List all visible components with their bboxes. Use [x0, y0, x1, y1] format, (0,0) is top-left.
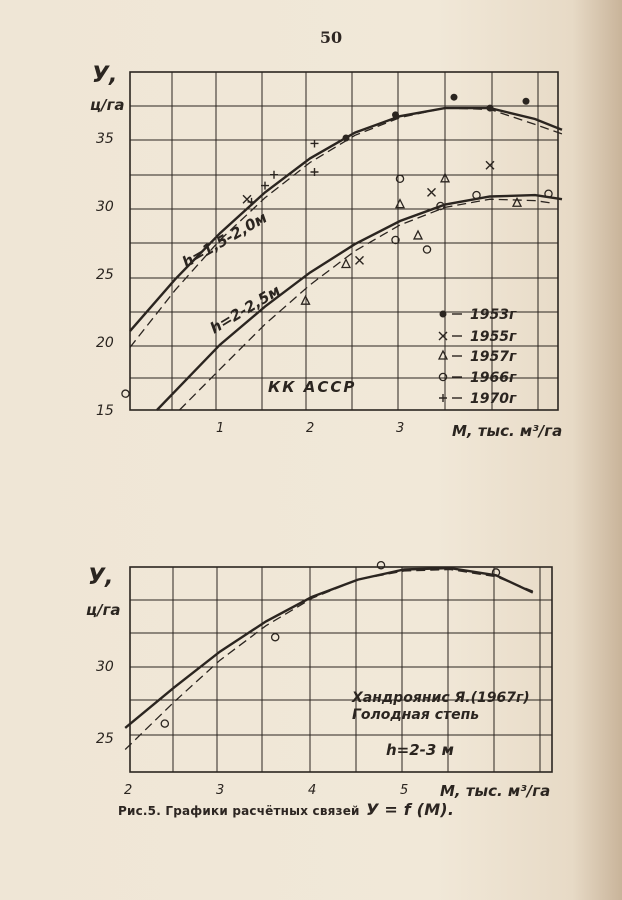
data-point-triangle [342, 259, 350, 267]
figure-caption [118, 800, 578, 819]
x-tick-label: 2 [306, 421, 315, 436]
data-point-dot [343, 135, 350, 142]
data-point-dot [392, 111, 399, 118]
curve-label-lower: h=2-2,5м [206, 281, 284, 338]
data-point-dot [451, 94, 458, 101]
data-point-dot [523, 98, 530, 105]
x-tick-label: 3 [216, 783, 225, 798]
chart-annotation-depth: h=2-3 м [386, 741, 454, 759]
x-axis-label-2: М, тыс. м³/га [440, 782, 551, 800]
y-axis-label: У, [92, 63, 118, 88]
legend-marker-circle [439, 373, 446, 380]
data-point-circle [473, 192, 480, 199]
x-tick-label: 5 [400, 783, 409, 798]
data-point-triangle [414, 231, 422, 239]
curve-label-upper: h=1,5-2,0м [179, 208, 271, 272]
data-point-plus [270, 171, 278, 179]
plot-frame [130, 567, 552, 772]
data-point-cross [428, 188, 436, 196]
data-point-circle [122, 390, 129, 397]
legend-marker-plus [439, 394, 447, 402]
x-tick-label: 1 [216, 421, 225, 436]
y-axis-unit: ц/га [90, 96, 125, 114]
data-point-cross [356, 256, 364, 264]
page-number: 50 [319, 28, 343, 47]
y-axis-unit-2: ц/га [86, 601, 121, 619]
legend-label: 1970г [470, 391, 517, 407]
x-tick-label: 4 [308, 783, 317, 798]
data-point-circle [161, 720, 168, 727]
data-point-dot [487, 105, 494, 112]
chart-2 [125, 562, 552, 772]
legend-item-2 [439, 329, 517, 345]
y-tick-label: 25 [96, 731, 114, 747]
legend-marker-cross [439, 332, 447, 340]
y-tick-label: 15 [96, 403, 114, 419]
x-axis-label: М, тыс. м³/га [452, 422, 563, 440]
legend-label: 1955г [470, 329, 517, 345]
legend-label: 1953г [470, 307, 517, 323]
data-point-cross [486, 161, 494, 169]
curve-solid-1 [130, 108, 562, 331]
y-tick-label: 25 [96, 267, 114, 283]
x-tick-label: 2 [124, 783, 133, 798]
legend-item-3 [439, 349, 517, 365]
caption-formula: У = f (М). [366, 800, 455, 819]
legend-item-1 [440, 307, 517, 323]
legend-label: 1957г [470, 349, 517, 365]
legend-marker-dot [440, 311, 447, 318]
y-tick-label: 30 [96, 199, 114, 215]
data-point-circle [423, 246, 430, 253]
data-point-plus [311, 139, 319, 147]
data-point-circle [396, 175, 403, 182]
chart-annotation-author: Хандроянис Я.(1967г) [352, 690, 530, 706]
caption-text: Рис.5. Графики расчётных связей [118, 804, 360, 818]
legend-marker-triangle [439, 351, 447, 359]
chart-annotation: КК АССР [268, 378, 357, 396]
chart-annotation-place: Голодная степь [352, 707, 480, 723]
x-tick-label: 3 [396, 421, 405, 436]
y-axis-label-2: У, [88, 565, 114, 590]
y-tick-label: 30 [96, 659, 114, 675]
data-point-triangle [396, 200, 404, 208]
y-tick-label: 35 [96, 131, 114, 147]
y-tick-label: 20 [96, 335, 114, 351]
legend-label: 1966г [470, 370, 517, 386]
data-point-plus [248, 198, 256, 206]
data-point-circle [272, 634, 279, 641]
legend-item-5 [439, 391, 517, 407]
